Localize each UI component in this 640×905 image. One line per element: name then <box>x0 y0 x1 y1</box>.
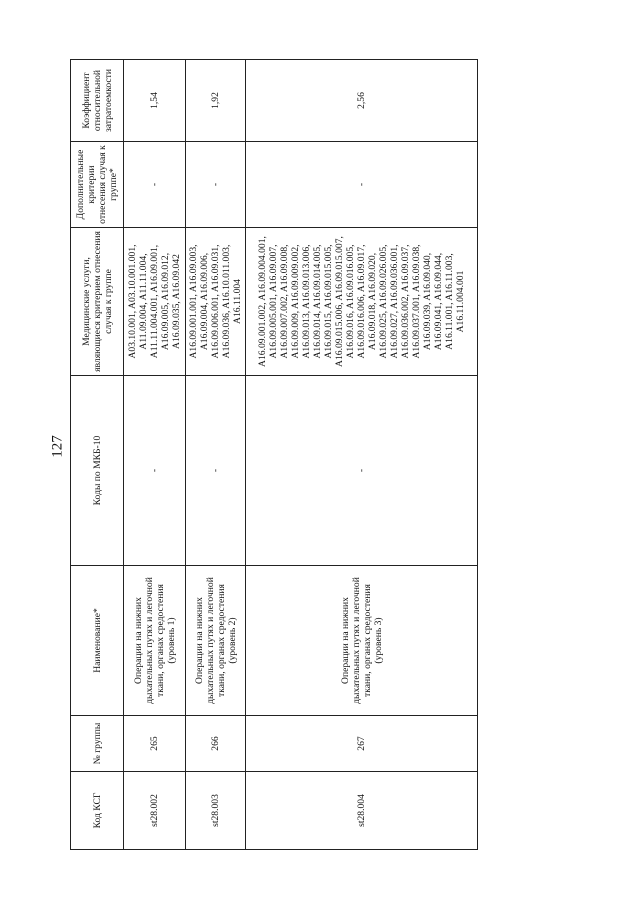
cell-coef: 2,56 <box>246 60 478 142</box>
header-name: Наименование* <box>71 566 124 716</box>
page-number: 127 <box>49 435 66 458</box>
ksg-table <box>70 59 478 850</box>
cell-services: A03.10.001, A03.10.001.001, A11.09.004, A11.11.004, A11.11.004.001, A16.09.001, A16.09.005, A16.09.012, A16.09.035, A16.09.042 <box>124 228 186 376</box>
cell-name: Операции на нижних дыхательных путях и легочной ткани, органах средостения (уровень 3) <box>246 566 478 716</box>
table-row <box>246 60 478 850</box>
header-group: № группы <box>71 716 124 772</box>
cell-name: Операции на нижних дыхательных путях и легочной ткани, органах средостения (уровень 2) <box>186 566 246 716</box>
cell-services: A16.09.001.002, A16.09.004.001, A16.09.005.001, A16.09.007, A16.09.007.002, A16.09.008, A16.09.009, A16.09.009.002, A16.09.013, A16.09.013.006, A16.09.014, A16.09.014.005, A16.09.015, A16.09.015.005, A16.09.015.006, A16.09.015.007, A16.09.016, A16.09.016.005, A16.09.016.006, A16.09.017, A16.09.018, A16.09.020, A16.09.025, A16.09.026.005, A16.09.027, A16.09.036.001, A16.09.036.002, A16.09.037, A16.09.037.001, A16.09.038, A16.09.039, A16.09.040, A16.09.041, A16.09.044, A16.11.001, A16.11.003, A16.11.004.001 <box>246 228 478 376</box>
cell-group: 266 <box>186 716 246 772</box>
cell-icd: - <box>186 376 246 566</box>
header-services: Медицинские услуги, являющиеся критерием отнесения случая к группе <box>71 228 124 376</box>
header-extra: Дополнительные критерии отнесения случая к группе* <box>71 142 124 228</box>
cell-code: st28.002 <box>124 772 186 850</box>
ksg-table-container <box>70 68 570 850</box>
cell-group: 267 <box>246 716 478 772</box>
cell-services: A16.09.001.001, A16.09.003, A16.09.004, A16.09.006, A16.09.006.001, A16.09.031, A16.09.036, A16.10.011.003, A16.11.004 <box>186 228 246 376</box>
cell-icd: - <box>124 376 186 566</box>
table-header-row <box>71 60 124 850</box>
cell-extra: - <box>186 142 246 228</box>
cell-extra: - <box>246 142 478 228</box>
header-icd: Коды по МКБ-10 <box>71 376 124 566</box>
cell-group: 265 <box>124 716 186 772</box>
cell-name: Операции на нижних дыхательных путях и легочной ткани, органах средостения (уровень 1) <box>124 566 186 716</box>
cell-extra: - <box>124 142 186 228</box>
cell-coef: 1,92 <box>186 60 246 142</box>
cell-code: st28.004 <box>246 772 478 850</box>
cell-icd: - <box>246 376 478 566</box>
header-coef: Коэффициент относительной затратоемкости <box>71 60 124 142</box>
table-row <box>186 60 246 850</box>
header-code: Код КСГ <box>71 772 124 850</box>
cell-code: st28.003 <box>186 772 246 850</box>
cell-coef: 1,54 <box>124 60 186 142</box>
table-row <box>124 60 186 850</box>
